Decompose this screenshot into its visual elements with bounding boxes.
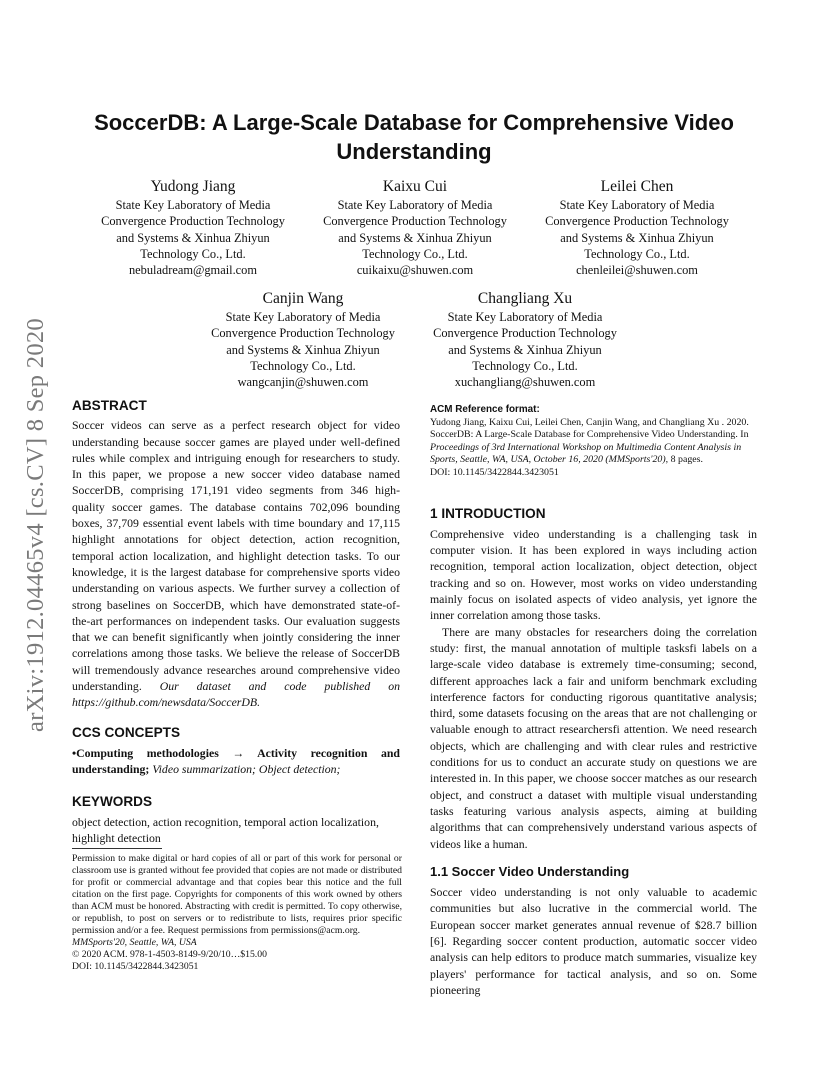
acm-reference-pages: 8 pages. [670,454,703,466]
venue-text: MMSports'20, Seattle, WA, USA [72,937,197,948]
author-affiliation: Convergence Production Technology [323,214,507,229]
title-line-1: SoccerDB: A Large-Scale Database for Comprehensive Video [94,110,734,135]
author-email: wangcanjin@shuwen.com [237,375,369,390]
ccs-concepts: •Computing methodologies → Activity recognition and understanding; [72,745,400,777]
author-affiliation: Technology Co., Ltd. [362,246,468,261]
acm-reference [430,404,757,480]
ccs-body [72,745,400,778]
author-affiliation: and Systems & Xinhua Zhiyun [448,342,602,357]
author-affiliation: Technology Co., Ltd. [472,358,578,373]
author-name: Kaixu Cui [382,178,448,195]
permission-doi: DOI: 10.1145/3422844.3423051 [72,961,199,972]
permission-text: Permission to make digital or hard copies of all or part of this work for personal or classroom use is granted without fee provided that copies are not made or distributed for profit or commercial advantage and that copies bear this notice and the full citation on the first page. Copyrights for components of this work owned by others than ACM must be honored. Abstracting with credit is permitted. To copy otherwise, or republish, to post on servers or to redistribute to lists, requires prior specific permission and/or a fee. Request permissions from permissions@acm.org. [72,853,402,936]
keywords-body: object detection, action recognition, temporal action localization, highlight detection [72,814,379,846]
author-email: xuchangliang@shuwen.com [454,375,596,390]
arxiv-identifier: arXiv:1912.04465v4 [cs.CV] 8 Sep 2020 [22,318,49,732]
author-affiliation: Technology Co., Ltd. [584,246,690,261]
author-affiliation: Convergence Production Technology [211,326,395,341]
author-affiliation: Convergence Production Technology [101,214,285,229]
section-1-1-heading: 1.1 Soccer Video Understanding [430,863,630,879]
intro-paragraph: Comprehensive video understanding is a challenging task in computer vision. It has been explored in ways including action recognition, temporal action localization, object detection, object tracking and so on. However, most works on video understanding mainly focus on isolated aspects of video analysis, yet ignore the inner correlation among those tasks. [430,526,757,623]
abstract-body [72,417,400,710]
footnote-rule [72,848,162,849]
author-affiliation: and Systems & Xinhua Zhiyun [226,342,380,357]
author-name: Leilei Chen [600,178,674,195]
author-affiliation: and Systems & Xinhua Zhiyun [560,230,714,245]
author-email: nebuladream@gmail.com [128,263,258,278]
paper-title [60,108,768,166]
acm-reference-doi: DOI: 10.1145/3422844.3423051 [430,466,559,478]
author-name: Changliang Xu [477,290,573,307]
author-affiliation: Technology Co., Ltd. [140,246,246,261]
author-affiliation: Convergence Production Technology [433,326,617,341]
author-affiliation: State Key Laboratory of Media [115,198,271,212]
author-affiliation: State Key Laboratory of Media [225,310,381,324]
author-block [310,176,520,278]
author-affiliation: State Key Laboratory of Media [447,310,603,324]
right-column [430,404,757,998]
acm-reference-body [430,417,757,467]
abstract-text: Soccer videos can serve as a perfect research object for video understanding because soccer games are played under well-defined rules while complex and intriguing enough for researchers to study. In this paper, we propose a new soccer video database named SoccerDB, comprising 171,191 video segments from 346 high-quality soccer games. The database contains 702,096 bounding boxes, 37,709 essential event labels with time boundary and 17,115 highlight annotations for object detection, action recognition, temporal action localization, and highlight detection tasks. To our knowledge, it is the largest database for comprehensive sports video understanding on various aspects. We further survey a collection of strong baselines on SoccerDB, which have demonstrated state-of-the-art performances on independent tasks. Our evaluation suggests that we can benefit significantly when jointly considering the inner correlations among those tasks. We believe the release of SoccerDB will tremendously advance researches around comprehensive video understanding. [72,418,400,694]
author-email: chenleilei@shuwen.com [576,263,698,278]
author-affiliation: Convergence Production Technology [545,214,729,229]
author-affiliation: State Key Laboratory of Media [559,198,715,212]
author-affiliation: and Systems & Xinhua Zhiyun [116,230,270,245]
ccs-heading: CCS CONCEPTS [72,724,181,740]
author-affiliation: and Systems & Xinhua Zhiyun [338,230,492,245]
section-1-1-paragraph: Soccer video understanding is not only valuable to academic communities but also lucrative in the commercial world. The European soccer market generates annual revenue of $28.7 billion [6]. Regarding soccer content production, automatic soccer video analysis can help editors to produce match summaries, visualize key players' performance for tactical analysis, and so on. Some pioneering [430,885,757,997]
intro-heading: 1 INTRODUCTION [430,505,546,521]
author-affiliation: State Key Laboratory of Media [337,198,493,212]
author-block [198,288,408,390]
abstract-heading: ABSTRACT [72,398,147,413]
acm-reference-authors: Yudong Jiang, Kaixu Cui, Leilei Chen, Canjin Wang, and Changliang Xu . 2020. SoccerDB: A Large-Scale Database for Comprehensive Video Understanding. In [430,416,749,441]
title-line-2: Understanding [336,139,492,164]
author-email: cuikaixu@shuwen.com [356,263,474,278]
ccs-terms: Video summarization; Object detection; [152,762,341,777]
left-column [72,398,400,846]
acm-reference-heading: ACM Reference format: [430,404,540,415]
arxiv-sidebar [16,290,56,760]
abstract-code-link: Our dataset and code published on https://github.com/newsdata/SoccerDB. [72,679,401,710]
copyright-text: © 2020 ACM. 978-1-4503-8149-9/20/10…$15.00 [72,949,267,960]
author-block [420,288,630,390]
permission-block [72,853,402,973]
author-name: Canjin Wang [262,290,344,307]
author-name: Yudong Jiang [150,178,236,195]
keywords-heading: KEYWORDS [72,793,153,809]
author-block [532,176,742,278]
acm-reference-proceedings: Proceedings of 3rd International Workshop on Multimedia Content Analysis in Sports, Seattle, WA, USA, October 16, 2020 (MMSports'20), [430,441,742,466]
intro-paragraph: There are many obstacles for researchers doing the correlation study: first, the manual annotation of multiple tasksfi labels on a large-scale video database is extremely time-consuming; second, different approaches lack a fair and uniform benchmark excluding interference factors for conducting rigorous quantitative analysis; third, some datasets focusing on the areas that are not challenging or valuable enough to attract researchersfi attention. We need research objects, which are challenging and with clear rules and restrictive conditions for us to conduct an accurate study on questions we are interested in. In this paper, we choose soccer matches as our research object, and construct a dataset with multiple visual understanding tasks featuring various analysis aspects, aiming at building algorithms that can comprehensively understand various aspects of videos like a human. [430,624,757,851]
author-block [88,176,298,278]
author-affiliation: Technology Co., Ltd. [250,358,356,373]
